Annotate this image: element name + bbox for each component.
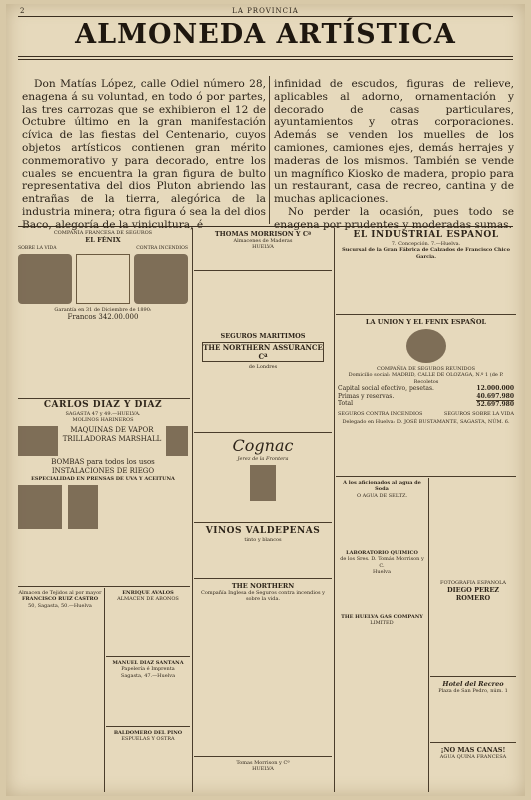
fenix-life-label: SOBRE LA VIDA: [18, 246, 57, 252]
morrison-title: THOMAS MORRISON Y Cª: [214, 230, 312, 238]
fenix-name: EL FÉNIX: [85, 236, 121, 245]
union-sections: [338, 411, 514, 417]
fenix-emblem-row: [18, 254, 188, 304]
hotel-title: Hotel del Recreo: [442, 680, 504, 688]
baldomero-sub: ESPUELAS Y OSTRA: [121, 736, 175, 743]
ad-baldomero: [107, 730, 189, 790]
ads-divider-2: [334, 228, 335, 792]
fenix-company-label: COMPAÑÍA FRANCESA DE SEGUROS: [53, 230, 153, 236]
newspaper-page: [6, 4, 525, 796]
fenix-emblem-left: [18, 254, 72, 304]
divider-carlos: [18, 586, 190, 587]
union-fire-label: SEGUROS CONTRA INCENDIOS: [338, 411, 423, 417]
ad-soda: [338, 480, 426, 540]
divider-union: [336, 476, 516, 477]
divider-manuel: [106, 726, 190, 727]
carlos-machinery-list: [62, 426, 162, 456]
union-capital-label: Capital social efectivo, pesetas.: [338, 385, 434, 393]
ad-northern-maritime: [196, 332, 330, 422]
vinos-sub: tinto y blancos: [244, 537, 282, 543]
ad-hotel-recreo: [431, 680, 515, 730]
ads-top-rule: [18, 226, 513, 227]
canas-title: ¡NO MAS CANAS!: [440, 746, 506, 754]
seguros-title: SEGUROS MARITIMOS: [220, 332, 306, 340]
masthead: [6, 7, 525, 15]
fenix-sections: [18, 246, 188, 252]
lab-sub: de los Sres. D. Tomás Morrison y C.: [340, 556, 424, 569]
divider-northern: [194, 432, 332, 433]
northern-name: THE NORTHERN ASSURANCE Cª: [203, 343, 323, 361]
carlos-line-4: BOMBAS para todos los usos: [51, 457, 155, 466]
union-delegate: Delegado en Huelva: D. JOSÉ BUSTAMANTE, SAGASTA, NÚM. 6.: [342, 419, 510, 426]
carlos-line-2: MAQUINAS DE VAPOR: [70, 425, 154, 434]
gas-sub: LIMITED: [370, 620, 394, 627]
union-capital-row: [338, 385, 514, 393]
divider-foto: [430, 676, 516, 677]
carlos-line-3: TRILLADORAS MARSHALL: [62, 434, 162, 443]
morrison-sub: Almacenes de Maderas: [233, 238, 293, 244]
carlos-pump-illustration: [166, 426, 188, 456]
carlos-line-5: INSTALACIONES DE RIEGO: [51, 466, 155, 475]
lead-article-close: No perder la ocasión, pues todo se enagena por prudentes y moderadas sumas.: [274, 205, 514, 231]
industrial-title: EL INDUSTRIAL ESPAÑOL: [353, 230, 499, 240]
ad-vinos: [196, 526, 330, 574]
ad-cognac: [196, 436, 330, 516]
divider-morrison: [194, 270, 332, 271]
ad-manuel-diaz: [107, 660, 189, 706]
almacen-name: FRANCISCO RUIZ CASTRO: [21, 596, 99, 603]
headline: ALMONEDA ARTÍSTICA: [75, 19, 456, 50]
ad-northern-fire: [196, 582, 330, 754]
carlos-address: SAGASTA 47 y 49.—HUELVA.: [65, 411, 141, 417]
divider-avalos: [106, 656, 190, 657]
ad-enrique-avalos: [107, 590, 189, 636]
cognac-title: Cognac: [232, 436, 294, 455]
ad-laboratorio: [338, 550, 426, 598]
lead-article-right: [274, 78, 514, 232]
union-address: Domicilio social: MADRID, CALLE DE OLOZAGA, N.º 1 (de P. Recoletos: [348, 372, 504, 385]
fenix-emblem-center: [76, 254, 130, 304]
carlos-line-6: ESPECIALIDAD EN PRENSAS DE UVA Y ACEITUNA: [31, 475, 175, 482]
union-total-row: [338, 400, 514, 409]
northern-city: de Londres: [248, 364, 278, 370]
manuel-title: MANUEL DIAZ SANTANA: [112, 660, 184, 666]
carlos-line-1: MOLINOS HARINEROS: [72, 417, 134, 424]
divider-almacen: [104, 588, 105, 792]
carlos-engine-illustration: [18, 426, 58, 456]
morrison2-city: HUELVA: [252, 766, 274, 773]
morrison2-title: Tomas Morrison y Cª: [236, 760, 290, 766]
vinos-title: VINOS VALDEPEÑAS: [205, 526, 321, 536]
ad-industrial-espanol: [338, 230, 514, 310]
lead-column-divider: [269, 76, 270, 224]
avalos-sub: ALMACEN DE ABONOS: [117, 596, 179, 603]
ad-fotografia: [431, 580, 515, 640]
soda-title: A los aficionados al agua de Soda: [343, 480, 421, 493]
cognac-sub: Jerez de la Frontera: [237, 456, 289, 462]
baldomero-title: BALDOMERO DEL PINO: [113, 730, 183, 736]
industrial-address: 7. Concepción. 7.—Huelva.: [391, 241, 461, 247]
carlos-press-row: [18, 485, 188, 529]
masthead-rule: [18, 16, 513, 17]
lead-article-right-text: infinidad de escudos, figuras de relieve, aplicables al adorno, ornamentación y decorado de casas particulares, ayuntamientos y otras corporaciones. Además se venden los muelles de los camiones, camiones ejes, demás herrajes y maderas de los mismos. También se vende un magnífico Kiosko de madera, propio para un restaurant, casa de recreo, cantina y de muchas aplicaciones.: [274, 78, 514, 206]
union-reserves-label: Primas y reservas.: [338, 392, 395, 400]
carlos-title: CARLOS DIAZ Y DIAZ: [43, 400, 163, 410]
ads-divider-1: [192, 228, 193, 792]
fenix-guarantee: Garantía en 31 de Diciembre de 1890:: [54, 307, 152, 313]
manuel-address: Sagasta, 47.—Huelva: [120, 672, 176, 679]
ad-union-fenix: [338, 318, 514, 468]
union-capital-value: 12.000.000: [476, 385, 514, 393]
ad-morrison-2: [196, 760, 330, 790]
divider-cognac: [194, 522, 332, 523]
divider-vinos: [194, 578, 332, 579]
canas-sub: AGUA QUINA FRANCESA: [439, 754, 507, 760]
northern2-title: THE NORTHERN: [231, 582, 295, 590]
gas-title: THE HUELVA GAS COMPANY: [341, 614, 423, 620]
union-emblem: [406, 329, 446, 363]
almacen-title: Almacen de Tejidos al por mayor: [18, 590, 102, 596]
northern2-sub: Compañía Inglesa de Seguros contra incendios y sobre la vida.: [201, 590, 325, 603]
industrial-sub: Sucursal de la Gran Fábrica de Calzados de Francisco Chico Garcia.: [342, 247, 510, 260]
union-total-label: Total: [338, 400, 354, 408]
carlos-press-illustration-1: [18, 485, 62, 529]
avalos-title: ENRIQUE AVALOS: [122, 590, 174, 596]
divider-industrial: [336, 314, 516, 315]
lead-article-left: Don Matías López, calle Odiel número 28, enagena á su voluntad, en todo ó por partes, las tres carrozas que se exhibieron el 12 de Octubre último en la gran manifestación cívica de las fiestas del Centenario, cuyos objetos artísticos contienen gran mérito conmemorativo y para decorado, entre los cuales se encuentra la gran figura de bulto representativa del dios Pluton abriendo las entrañas de la tierra, alegórica de la industria minera; otra figura ó sea la del dios Baco, alegoría de la vinicultura, é: [22, 78, 266, 231]
ad-almacen-tejidos: [18, 590, 102, 790]
newspaper-title: LA PROVINCIA: [232, 7, 299, 15]
ad-morrison: [196, 230, 330, 266]
ad-carlos-diaz: [18, 400, 188, 580]
page-number: 2: [20, 7, 26, 15]
cognac-bottle: [250, 465, 276, 501]
divider-northern2: [194, 756, 332, 757]
divider-fenix: [18, 398, 190, 399]
divider-hotel: [430, 742, 516, 743]
fenix-emblem-right: [134, 254, 188, 304]
lab-title: LABORATORIO QUIMICO: [346, 550, 418, 556]
union-reserves-row: [338, 393, 514, 401]
ad-el-fenix: [18, 230, 188, 390]
union-title: LA UNION Y EL FENIX ESPAÑOL: [365, 318, 487, 326]
union-reserves-value: 40.697.980: [476, 392, 514, 400]
headline-rule-bottom: [18, 59, 513, 60]
hotel-sub: Plaza de San Pedro, núm. 1: [438, 688, 508, 694]
almacen-address: 50, Sagasta, 50.—Huelva: [28, 602, 92, 609]
fenix-capital: Francos 342.00.000: [67, 313, 139, 322]
ad-huelva-gas: [338, 614, 426, 674]
morrison-city: HUELVA: [252, 244, 274, 251]
carlos-machinery-row: [18, 426, 188, 456]
ad-no-mas-canas: [431, 746, 515, 790]
carlos-press-illustration-2: [68, 485, 98, 529]
manuel-sub: Papelería é Imprenta: [121, 666, 175, 673]
fenix-fire-label: CONTRA INCENDIOS: [136, 246, 188, 252]
union-life-label: SEGUROS SOBRE LA VIDA: [443, 411, 514, 417]
union-sub: COMPAÑIA DE SEGUROS REUNIDOS: [376, 366, 476, 372]
soda-sub: O AGUA DE SELTZ.: [356, 492, 408, 499]
headline-rule-top: [18, 56, 513, 57]
divider-right-inner: [428, 478, 429, 792]
union-total-value: 52.697.980: [476, 401, 514, 409]
lab-city: Huelva: [373, 569, 391, 576]
foto-name: DIEGO PEREZ ROMERO: [446, 586, 500, 603]
foto-title: FOTOGRAFIA ESPAÑOLA: [439, 580, 506, 586]
